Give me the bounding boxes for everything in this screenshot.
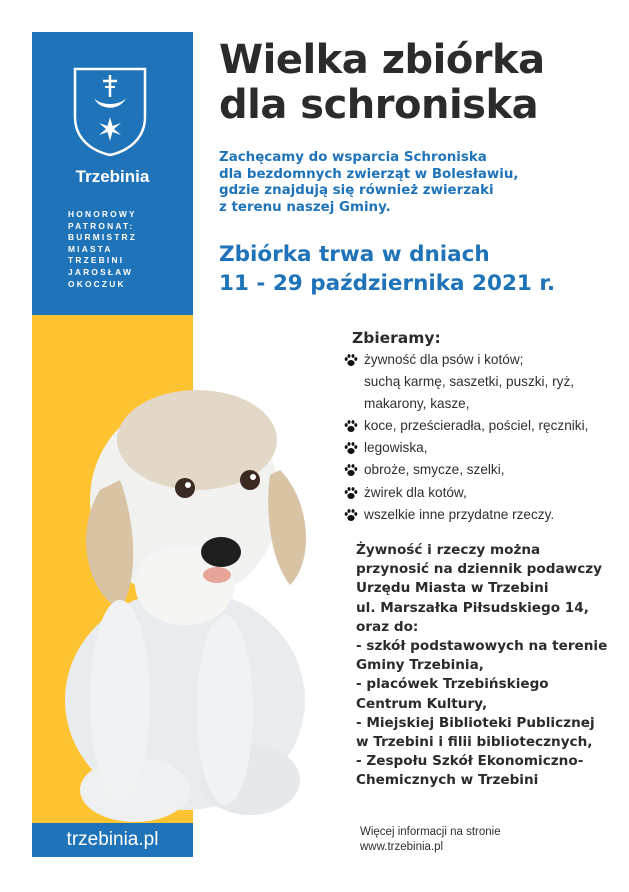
list-item: [344, 504, 624, 526]
dates-line: 11 - 29 października 2021 r.: [219, 271, 556, 296]
more-info-link[interactable]: www.trzebinia.pl: [360, 841, 444, 853]
list-item-text: obroże, smycze, szelki,: [364, 462, 505, 478]
info-line: - szkół podstawowych na terenie: [356, 638, 608, 655]
info-line: przynosić na dziennik podawczy: [356, 561, 603, 578]
title-line: Wielka zbiórka: [219, 37, 545, 83]
info-line: - Zespołu Szkół Ekonomiczno-: [356, 753, 584, 770]
paw-print-icon: [344, 463, 358, 477]
intro-line: gdzie znajdują się również zwierzaki: [219, 183, 494, 198]
page-title: [219, 38, 614, 128]
info-line: oraz do:: [356, 618, 419, 635]
info-line: - placówek Trzebińskiego: [356, 676, 549, 693]
info-line: Gminy Trzebinia,: [356, 657, 484, 674]
info-line: ul. Marszałka Piłsudskiego 14,: [356, 599, 589, 616]
list-item: [344, 393, 624, 415]
intro-text: [219, 150, 619, 216]
list-item: [344, 415, 624, 437]
list-item-text: żwirek dla kotów,: [364, 484, 467, 500]
paw-print-icon: [344, 419, 358, 433]
collect-heading: Zbieramy:: [352, 329, 441, 347]
town-name: Trzebinia: [75, 167, 150, 186]
patron-line: JAROSŁAW: [68, 266, 134, 277]
honorary-patron: [68, 209, 178, 290]
collect-list: [344, 349, 624, 526]
patron-line: TRZEBINI: [68, 255, 125, 266]
patron-line: HONOROWY: [68, 209, 137, 219]
list-item-text: wszelkie inne przydatne rzeczy.: [364, 506, 555, 522]
list-item-text: suchą karmę, saszetki, puszki, ryż,: [364, 374, 575, 390]
coat-of-arms-icon: [70, 65, 150, 157]
paw-print-icon: [344, 441, 358, 455]
more-info: [360, 825, 620, 855]
list-item-text: żywność dla psów i kotów;: [364, 352, 524, 367]
list-item-text: makarony, kasze,: [364, 396, 470, 412]
paw-print-icon: [344, 508, 358, 522]
info-line: Urzędu Miasta w Trzebini: [356, 580, 549, 597]
title-line: dla schroniska: [219, 82, 539, 128]
dates-line: Zbiórka trwa w dniach: [219, 242, 490, 267]
info-line: w Trzebini i filii bibliotecznych,: [356, 734, 593, 751]
patron-line: PATRONAT:: [68, 220, 135, 231]
list-item-text: legowiska,: [364, 440, 428, 456]
list-item-text: koce, prześcieradła, pościel, ręczniki,: [364, 418, 589, 434]
list-item: [344, 437, 624, 459]
list-item: [344, 349, 624, 371]
website-footer-link[interactable]: trzebinia.pl: [32, 823, 193, 857]
paw-print-icon: [344, 353, 358, 367]
patron-line: MIASTA: [68, 243, 113, 254]
intro-line: z terenu naszej Gminy.: [219, 199, 391, 215]
collection-dates: [219, 240, 619, 298]
drop-off-info: [356, 541, 621, 791]
more-info-line: Więcej informacji na stronie: [360, 826, 501, 838]
list-item: [344, 482, 624, 504]
paw-print-icon: [344, 486, 358, 500]
info-line: Żywność i rzeczy można: [356, 542, 541, 558]
info-line: Centrum Kultury,: [356, 695, 488, 712]
info-line: Chemicznych w Trzebini: [356, 772, 539, 789]
patron-line: BURMISTRZ: [68, 232, 138, 243]
info-line: - Miejskiej Biblioteki Publicznej: [356, 714, 595, 731]
list-item: [344, 459, 624, 481]
intro-line: dla bezdomnych zwierząt w Bolesławiu,: [219, 166, 519, 182]
list-item: [344, 371, 624, 393]
intro-line: Zachęcamy do wsparcia Schroniska: [219, 150, 487, 165]
puppy-illustration: [25, 380, 345, 830]
patron-line: OKOCZUK: [68, 278, 126, 289]
